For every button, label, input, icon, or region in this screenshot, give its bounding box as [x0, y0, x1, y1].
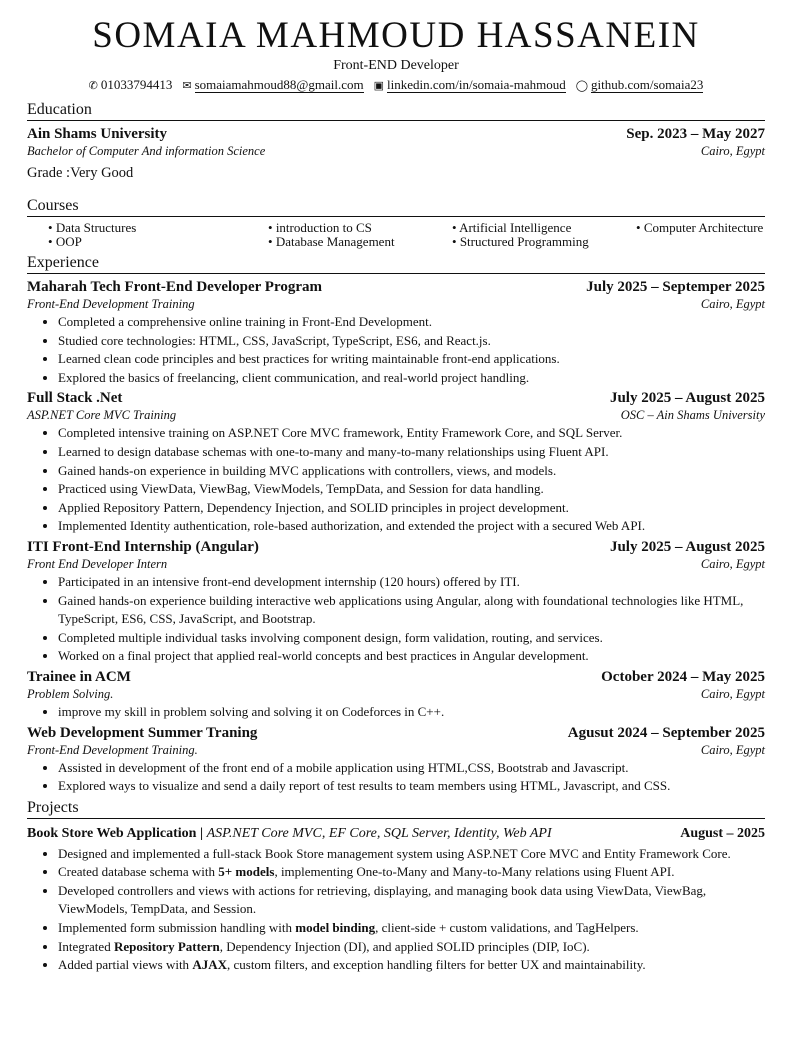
- bullet-item: • Applied Repository Pattern, Dependency Injection, and SOLID principles in project development.: [58, 499, 765, 518]
- text: , custom filters, and exception handling filters for better UX and maintainability.: [226, 957, 646, 973]
- entry-location: OSC – Ain Shams University: [620, 408, 765, 423]
- experience-entry: [27, 538, 765, 666]
- entry-title: ITI Front-End Internship (Angular): [27, 538, 259, 555]
- bullet-list: [27, 573, 765, 666]
- section-heading-courses: Courses: [27, 196, 765, 217]
- bullet-item: • Learned clean code principles and best practices for writing maintainable front-end applications.: [58, 350, 765, 369]
- text: Developed controllers and views with actions for retrieving, displaying, and managing book data using ViewData, ViewBag, ViewModels, TempData, and Session.: [58, 882, 707, 917]
- entry-header: [27, 724, 765, 742]
- entry-subheader: [27, 686, 765, 702]
- bullet-item: • Implemented Identity authentication, role-based authorization, and extended the project with a secured Web API.: [58, 517, 765, 536]
- entry-role: Front-End Development Training: [27, 297, 195, 311]
- experience-entry: [27, 668, 765, 722]
- bullet-item: • Participated in an intensive front-end development internship (120 hours) offered by ITI.: [58, 573, 765, 592]
- bullet-item: [58, 845, 765, 864]
- entry-header: [27, 389, 765, 407]
- bullet-item: • Learned to design database schemas with one-to-many and many-to-many relationships using Fluent API.: [58, 443, 765, 462]
- contact-item: [576, 77, 704, 92]
- grade: Grade :Very Good: [27, 165, 134, 181]
- project-dates: August – 2025: [680, 825, 765, 841]
- github-icon: ◯: [575, 80, 589, 92]
- bullet-item: [58, 956, 765, 975]
- courses-list: [27, 221, 765, 248]
- entry-dates: July 2025 – August 2025: [609, 538, 765, 555]
- entry-title: Web Development Summer Traning: [27, 724, 258, 741]
- section-heading-education: Education: [27, 100, 765, 121]
- bullet-item: • Studied core technologies: HTML, CSS, JavaScript, TypeScript, ES6, and React.js.: [58, 332, 765, 351]
- bullet-item: • Completed a comprehensive online training in Front-End Development.: [58, 313, 765, 332]
- experience-entry: [27, 278, 765, 387]
- text: , implementing One-to-Many and Many-to-Many relations using Fluent API.: [274, 864, 675, 880]
- bold-text: AJAX: [192, 957, 227, 973]
- bold-text: Repository Pattern: [113, 938, 220, 954]
- bullet-list: [27, 845, 765, 975]
- entry-dates: October 2024 – May 2025: [601, 668, 765, 685]
- entry-header: [27, 278, 765, 296]
- bullet-item: • Gained hands-on experience building interactive web applications using Angular, along with foundational technologies like HTML, TypeScript, ES6, CSS, JavaScript, and Bootstrap.: [58, 592, 765, 629]
- contact-item: [374, 77, 566, 92]
- course-item: • introduction to CS: [268, 221, 452, 235]
- entry-subheader: [27, 296, 765, 312]
- bullet-item: • Practiced using ViewData, ViewBag, ViewModels, TempData, and Session for data handling.: [58, 480, 765, 499]
- bullet-item: • Worked on a final project that applied real-world concepts and best practices in Angular development.: [58, 647, 765, 666]
- project-title: Book Store Web Application: [27, 825, 197, 841]
- project-header: [27, 825, 765, 843]
- bold-text: model binding: [295, 920, 376, 936]
- school-name: Ain Shams University: [27, 126, 168, 142]
- entry-dates: July 2025 – Septemper 2025: [586, 279, 765, 295]
- bullet-item: [58, 919, 765, 938]
- text: Created database schema with: [58, 864, 219, 880]
- contact-item: [182, 77, 363, 92]
- linkedin-icon: ▣: [373, 80, 385, 92]
- bullet-item: [58, 863, 765, 882]
- contact-item: [89, 77, 173, 92]
- entry-location: Cairo, Egypt: [700, 742, 765, 757]
- experience-entry: [27, 724, 765, 796]
- bullet-item: • Explored ways to visualize and send a daily report of test results to team members using HTML, Javascript, and CSS.: [58, 777, 765, 796]
- bold-text: 5+ models: [218, 864, 275, 880]
- entry-title: Trainee in ACM: [27, 668, 131, 685]
- entry-role: Front-End Development Training.: [27, 742, 198, 757]
- course-item: • Computer Architecture: [636, 221, 800, 235]
- education-location: Cairo, Egypt: [700, 144, 765, 158]
- contact-bar: [27, 75, 765, 96]
- entry-header: [27, 538, 765, 556]
- entry-role: ASP.NET Core MVC Training: [27, 408, 177, 423]
- bullet-item: • Gained hands-on experience in building MVC applications with controllers, views, and models.: [58, 462, 765, 481]
- bullet-list: [27, 313, 765, 387]
- text: , Dependency Injection (DI), and applied SOLID principles (DIP, IoC).: [219, 938, 590, 954]
- entry-location: Cairo, Egypt: [700, 297, 765, 311]
- contact-link[interactable]: somaiamahmoud88@gmail.com: [194, 77, 364, 92]
- entry-location: Cairo, Egypt: [700, 686, 765, 701]
- course-item: • Data Structures: [48, 221, 268, 235]
- entry-role: Problem Solving.: [27, 686, 114, 701]
- candidate-name: SOMAIA MAHMOUD HASSANEIN: [92, 15, 700, 56]
- entry-title: Maharah Tech Front-End Developer Program: [27, 279, 322, 295]
- contact-link[interactable]: linkedin.com/in/somaia-mahmoud: [387, 77, 566, 92]
- project-separator: |: [196, 825, 207, 841]
- entry-title: Full Stack .Net: [27, 390, 123, 407]
- projects-list: [27, 825, 765, 975]
- entry-dates: Agusut 2024 – September 2025: [567, 724, 765, 741]
- course-item: • OOP: [48, 235, 268, 249]
- contact-link[interactable]: github.com/somaia23: [591, 77, 704, 92]
- bullet-item: • Explored the basics of freelancing, client communication, and real-world project handling.: [58, 369, 765, 388]
- degree: Bachelor of Computer And information Science: [27, 144, 266, 158]
- project-stack: ASP.NET Core MVC, EF Core, SQL Server, Identity, Web API: [206, 825, 552, 841]
- entry-subheader: [27, 742, 765, 758]
- entry-header: [27, 668, 765, 686]
- phone-icon: ✆: [88, 80, 98, 92]
- bullet-list: [27, 759, 765, 796]
- project-heading: [27, 825, 552, 843]
- entry-dates: July 2025 – August 2025: [609, 390, 765, 407]
- entry-subheader: [27, 556, 765, 572]
- job-title: Front-END Developer: [333, 58, 459, 73]
- text: , client-side + custom validations, and TagHelpers.: [375, 920, 639, 936]
- bullet-item: [58, 938, 765, 957]
- experience-list: [27, 278, 765, 796]
- bullet-item: [58, 882, 765, 919]
- education-dates: Sep. 2023 – May 2027: [626, 126, 765, 142]
- envelope-icon: ✉: [182, 80, 192, 92]
- bullet-list: [27, 703, 765, 722]
- contact-text: 01033794413: [100, 77, 173, 92]
- text: Designed and implemented a full-stack Book Store management system using ASP.NET Core MVC and Entity Framework Core.: [58, 845, 731, 861]
- entry-role: Front End Developer Intern: [27, 556, 168, 571]
- entry-subheader: [27, 407, 765, 423]
- text: Integrated: [58, 938, 114, 954]
- text: Implemented form submission handling with: [58, 920, 296, 936]
- course-item: • Database Management: [268, 235, 452, 249]
- section-heading-projects: Projects: [27, 798, 765, 819]
- experience-entry: [27, 389, 765, 536]
- entry-location: Cairo, Egypt: [700, 556, 765, 571]
- bullet-list: [27, 424, 765, 536]
- bullet-item: • Completed multiple individual tasks involving component design, form validation, routing, and services.: [58, 629, 765, 648]
- text: Added partial views with: [58, 957, 193, 973]
- bullet-item: • Completed intensive training on ASP.NET Core MVC framework, Entity Framework Core, and SQL Server.: [58, 424, 765, 443]
- course-item: • Structured Programming: [452, 235, 636, 249]
- course-item: • Artificial Intelligence: [452, 221, 636, 235]
- section-heading-experience: Experience: [27, 253, 765, 274]
- bullet-item: • improve my skill in problem solving and solving it on Codeforces in C++.: [58, 703, 765, 722]
- bullet-item: • Assisted in development of the front end of a mobile application using HTML,CSS, Bootstrab and Javascript.: [58, 759, 765, 778]
